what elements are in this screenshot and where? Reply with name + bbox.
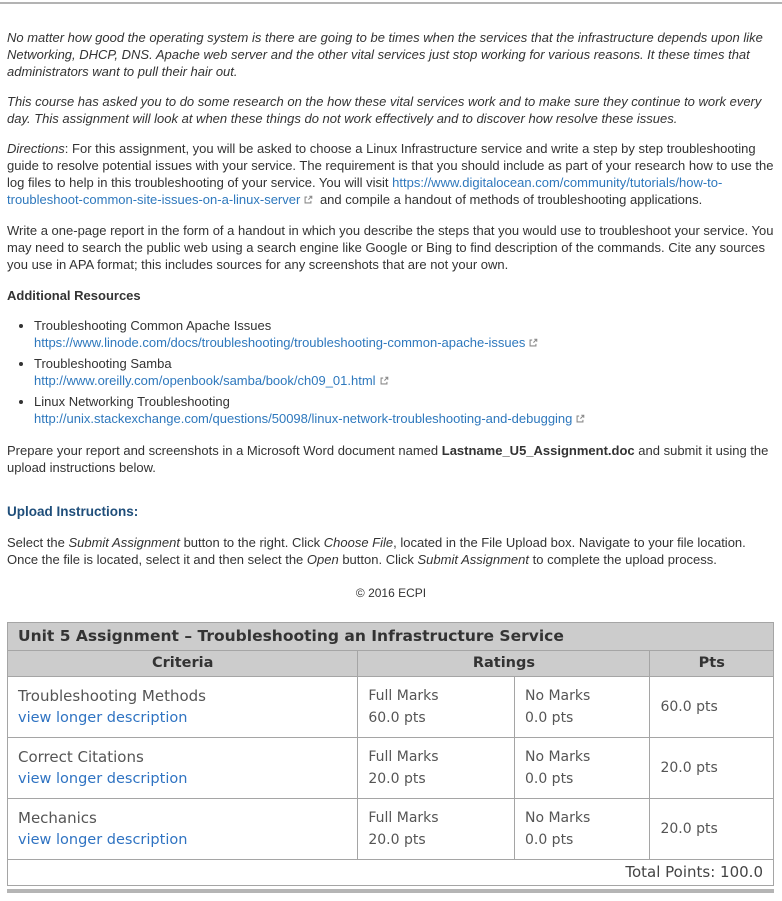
rating-label: Full Marks [368,749,439,765]
rating-pts: 20.0 pts [368,832,426,848]
resource-title: • Troubleshooting Common Apache Issues [34,318,272,333]
submit-assignment-ref: Submit Assignment [68,535,180,550]
external-link-icon [379,374,389,389]
rating-pts: 60.0 pts [368,710,426,726]
rating-pts: 0.0 pts [524,710,574,726]
rating-label: Full Marks [368,688,439,704]
criterion-points: 60.0 pts [650,677,774,738]
directions-text-2: and compile a handout of methods of troubleshooting applications. [316,192,703,207]
rating-label: No Marks [524,810,591,826]
choose-file-ref: Choose File [323,535,394,550]
prepare-paragraph [7,442,775,476]
upload-text: , located in the File Upload box. Navigate to your file location. Once the file is located, select it and then select the [7,535,746,567]
open-button-ref: Open [306,552,339,567]
rubric-table [7,622,774,886]
table-row [8,738,774,799]
view-longer-description-link[interactable]: view longer description [18,710,188,726]
upload-text: button to the right. Click [179,535,324,550]
external-link-icon [528,336,538,351]
resource-title: • Linux Networking Troubleshooting [34,394,230,409]
list-item [34,355,775,390]
criterion-title: Mechanics [18,809,97,827]
prepare-text-1: Prepare your report and screenshots in a Microsoft Word document named [7,443,442,458]
external-link-icon [303,193,313,208]
intro-paragraph-2: This course has asked you to do some research on the how these vital services work and to make sure they continue to work every day. This assignment will look at when these things do not work effectively and to discover how resolve these issues. [7,94,762,126]
oreilly-link[interactable]: http://www.oreilly.com/openbook/samba/book/ch09_01.html [34,373,376,388]
view-longer-description-link[interactable]: view longer description [18,832,188,848]
rating-pts: 0.0 pts [524,832,574,848]
directions-label: Directions [7,141,65,156]
list-item [34,393,775,428]
ratings-column-header: Ratings [358,651,650,677]
resource-title: • Troubleshooting Samba [34,356,172,371]
additional-resources-heading: Additional Resources [7,288,141,303]
rubric-total-row [8,860,774,886]
upload-text: button. Click [338,552,418,567]
criteria-column-header: Criteria [8,651,358,677]
rating-label: No Marks [524,749,591,765]
upload-instructions-heading: Upload Instructions: [7,504,139,519]
submit-assignment-ref: Submit Assignment [417,552,529,567]
pts-column-header: Pts [650,651,774,677]
upload-paragraph [7,534,775,568]
resources-list [7,317,775,428]
assignment-description [0,4,782,602]
total-points: Total Points: 100.0 [8,860,774,886]
rating-pts: 20.0 pts [368,771,426,787]
rating-pts: 0.0 pts [524,771,574,787]
rubric-header-row [8,651,774,677]
list-item [34,317,775,352]
stackexchange-link[interactable]: http://unix.stackexchange.com/questions/50098/linux-network-troubleshooting-and-debugging [34,411,573,426]
table-row [8,799,774,860]
intro-paragraph-1: No matter how good the operating system is there are going to be times when the services that the infrastructure depends upon like Networking, DHCP, DNS. Apache web server and the other vital services just stop working for various reasons. It these times that administrators want to pull their hair out. [7,30,763,79]
assignment-filename: Lastname_U5_Assignment.doc [441,443,635,458]
rating-label: No Marks [524,688,591,704]
criterion-points: 20.0 pts [650,799,774,860]
bottom-divider [7,889,774,893]
criterion-title: Troubleshooting Methods [18,687,206,705]
rating-label: Full Marks [368,810,439,826]
upload-text: Select the [7,535,69,550]
digitalocean-link[interactable]: https://www.digitalocean.com/community/tutorials/how-to-troubleshoot-common-site-issues-on-a-linux-server [7,175,723,207]
directions-text-1: : For this assignment, you will be asked to choose a Linux Infrastructure service and write a step by step troubleshooting guide to resolve potential issues with your service. The requirement is that you should include as part of your research how to use the log files to help in this troubleshooting of your service. You will visit [7,141,774,190]
view-longer-description-link[interactable]: view longer description [18,771,188,787]
prepare-text-2: and submit it using the upload instructions below. [7,443,769,475]
report-paragraph: Write a one-page report in the form of a handout in which you describe the steps that you would use to troubleshoot your service. You may need to search the public web using a search engine like Google or Bing to find description of the commands. Cite any sources you use in APA format; this includes sources for any screenshots that are not your own. [7,223,774,272]
criterion-points: 20.0 pts [650,738,774,799]
rubric-title-row [8,623,774,651]
external-link-icon [575,412,585,427]
linode-link[interactable]: https://www.linode.com/docs/troubleshooting/troubleshooting-common-apache-issues [34,335,526,350]
upload-text: to complete the upload process. [529,552,717,567]
criterion-title: Correct Citations [18,748,144,766]
directions-paragraph [7,140,775,209]
table-row [8,677,774,738]
copyright-notice: © 2016 ECPI [355,586,427,600]
rubric-title: Unit 5 Assignment – Troubleshooting an Infrastructure Service [8,623,774,651]
